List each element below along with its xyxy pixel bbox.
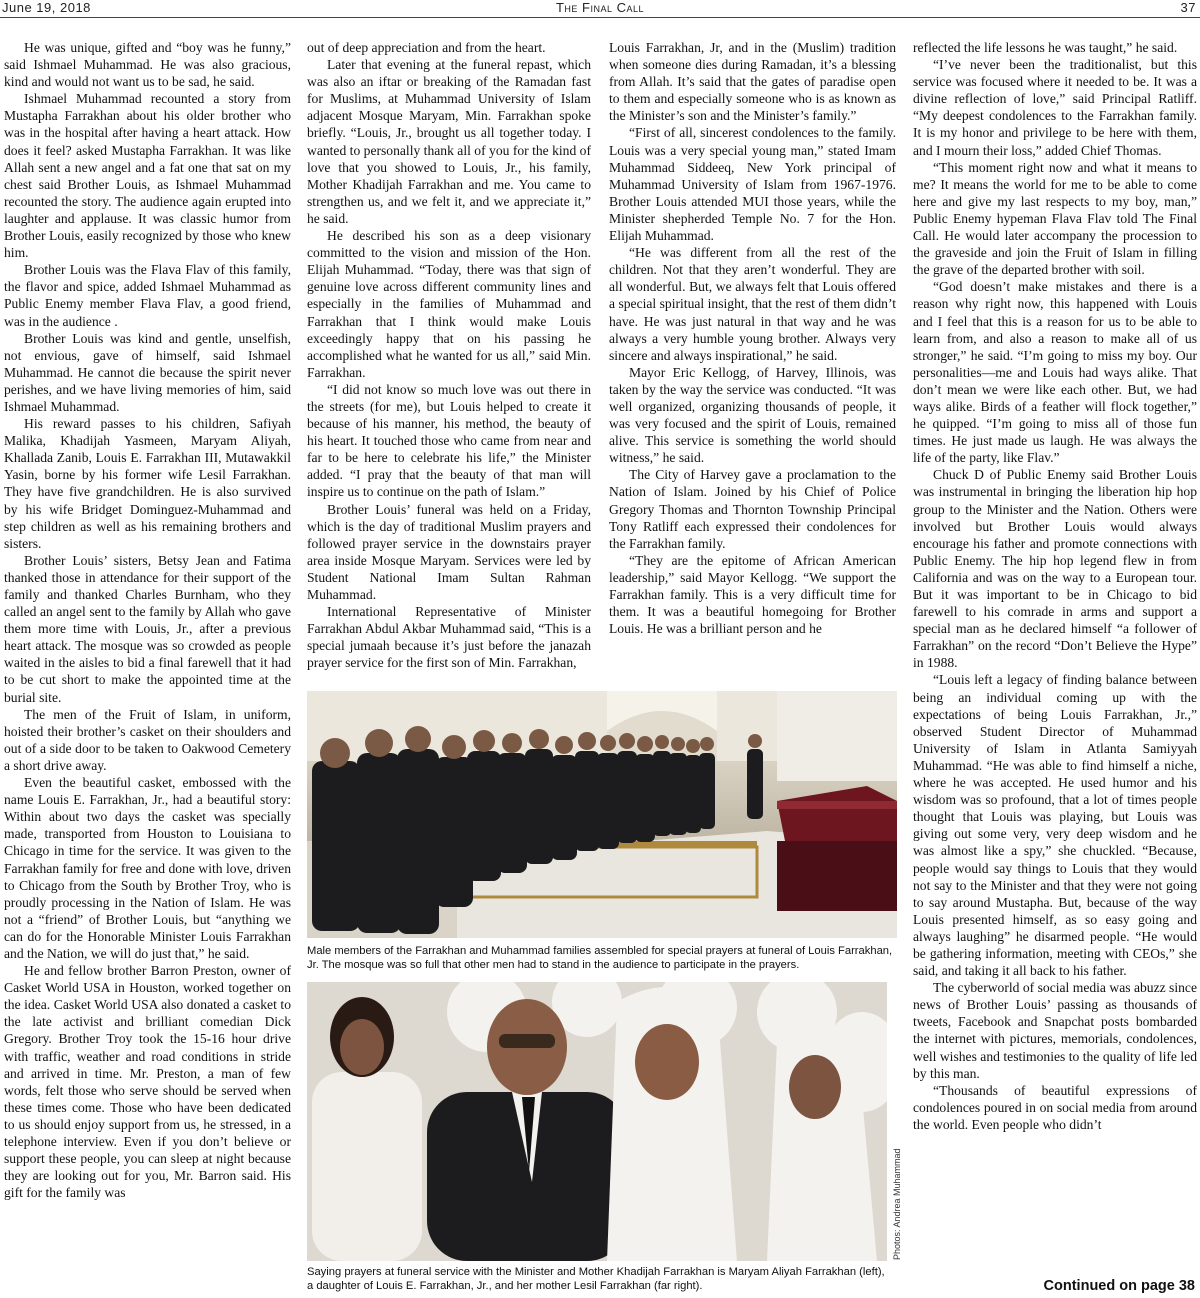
article-paragraph: “God doesn’t make mistakes and there is a reason why right now, this happened with Louis and I feel that this is a reason for us to be able to learn from, and also a reason to make all of us stronger,” he said. “I’m going to miss my boy. Our personalities—me and Louis had ways alike. That don’t mean we were like each other. But, we had ways alike. Birds of a feather will flock together,” he quipped. “I’m going to miss all of those fun times. He just made us laugh. He was always the life of the party, like Flav.”	[913, 279, 1197, 466]
article-paragraph: Ishmael Muhammad recounted a story from Mustapha Farrakhan about his older brother who was in the hospital after having a heart attack. How does it feel? asked Mustapha Farrakhan. It was like Allah sent a new angel and a fat one that sat on my chest said Brother Louis, as Ishmael Muhammad recounted the story. The audience again erupted into laughter and applause. It was classic humor from Brother Louis, easily recognized by those who knew him.	[4, 91, 291, 261]
page-header	[0, 0, 1200, 18]
photo-credit: Photos: Andrea Muhammad	[892, 1148, 902, 1260]
article-paragraph: He and fellow brother Barron Preston, owner of Casket World USA in Houston, worked together on the idea. Casket World USA also donated a casket to the late activist and brilliant comedian Dick Gregory. Brother Troy took the 15-16 hour drive with traffic, weather and road conditions in stride and arrived in time. Mr. Preston, a man of few words, felt those who serve should be served when these times come. Those who have been dedicated to us should enjoy support from us, he stressed, in a telephone interview. Even if you don’t believe or support these people, you can sleep at night because they are looking out for you, Mr. Barron said. His gift for the family was	[4, 963, 291, 1201]
article-paragraph: Louis Farrakhan, Jr, and in the (Muslim) tradition when someone dies during Ramadan, it’s a blessing from Allah. It’s said that the gates of paradise open to them and especially someone who is as known as the Minister’s son and the Minister’s family.”	[609, 40, 896, 124]
article-paragraph: He described his son as a deep visionary committed to the vision and mission of the Hon. Elijah Muhammad. “Today, there was that sign of genuine love across different community lines and especially in the families of Muhammad and Farrakhan that I think would make Louis exceedingly happy that on his passing he accomplished what he wanted for us all,” said Min. Farrakhan.	[307, 228, 591, 380]
article-paragraph: reflected the life lessons he was taught,” he said.	[913, 40, 1178, 55]
casket-shape	[777, 786, 897, 911]
family-prayer-photo	[307, 982, 887, 1261]
article-column-2	[307, 39, 591, 671]
article-paragraph: “He was different from all the rest of the children. Not that they aren’t wonderful. They are all wonderful. But, we always felt that Louis offered a special spiritual insight, that the rest of them didn’t have. He was just natural in that way and he was always a very humble young brother. Always very sincere and always inspirational,” he said.	[609, 245, 896, 363]
photo-2-caption: Saying prayers at funeral service with the Minister and Mother Khadijah Farrakhan is Maryam Aliyah Farrakhan (left), a daughter of Louis E. Farrakhan, Jr., and her mother Lesil Farrakhan (far right).	[307, 1266, 885, 1292]
article-paragraph: “First of all, sincerest condolences to the family. Louis was a very special young man,” stated Imam Muhammad Siddeeq, New York principal of Muhammad University of Islam from 1967-1976. Brother Louis attended MUI those years, while the Minister shepherded Temple No. 7 for the Hon. Elijah Muhammad.	[609, 125, 896, 244]
publication-name: The Final Call	[555, 0, 645, 15]
article-paragraph: “I’ve never been the traditionalist, but this service was focused where it needed to be. It was a divine reflection of love,” said Principal Ratliff. “My deepest condolences to the Farrakhan family. It is my honor and privilege to be here with them, and I mourn their loss,” added Chief Thomas.	[913, 57, 1197, 158]
article-paragraph: International Representative of Minister Farrakhan Abdul Akbar Muhammad said, “This is a special jumaah because it’s just before the janazah prayer service for the first son of Min. Farrakhan,	[307, 604, 591, 671]
prayer-line-illustration	[307, 691, 897, 938]
article-paragraph: Mayor Eric Kellogg, of Harvey, Illinois, was taken by the way the service was conducted. “It was well organized, organizing thousands of people, it was very focused and the spirit of Louis, remained alive. This service is something the world should witness,” he said.	[609, 364, 896, 466]
photo-1-caption: Male members of the Farrakhan and Muhammad families assembled for special prayers at funeral of Louis Farrakhan, Jr. The mosque was so full that other men had to stand in the audience to participate in the prayers.	[307, 945, 893, 971]
article-column-1	[4, 39, 291, 1201]
page-number: 37	[1180, 0, 1196, 15]
article-paragraph: “This moment right now and what it means to me? It means the world for me to be able to come here and give my last respects to my boy, man,” Public Enemy hypeman Flava Flav told The Final Call. He would later accompany the procession to the graveside and join the Fruit of Islam in filling the grave of the departed brother with soil.	[913, 159, 1197, 278]
article-column-4	[913, 39, 1197, 1133]
continued-notice: Continued on page 38	[1043, 1278, 1195, 1294]
article-paragraph: “Louis left a legacy of finding balance between being an individual coming up with the expectations of being Louis Farrakhan, Jr.,” observed Student Director of Muhammad University of Islam in Atlanta Samiyyah Muhammad. “He was able to find himself a niche, where he was accepted. He used humor and his wisdom was so profound, that a lot of times people thought that Louis was playing, but Louis was giving out some very, very deep wisdom and he was almost like a spy,” she chuckled. “Because, people would say things to Louis that they would not say to the Minister and that they were not going to say around Mustapha. But, because of the way Louis presented himself, as so easy going and always laughing” he disarmed people. “He would be gathering information, meeting with CEOs,” she said, and taking it all back to his father.	[913, 672, 1197, 979]
article-paragraph: The cyberworld of social media was abuzz since news of Brother Louis’ passing as thousands of tweets, Facebook and Snapchat posts bombarded the internet with pictures, memorials, condolences, well wishes and testimonies to the quality of life led by this man.	[913, 980, 1197, 1081]
article-paragraph: The City of Harvey gave a proclamation to the Nation of Islam. Joined by his Chief of Police Gregory Thomas and Thornton Township Principal Tony Ratliff each expressed their condolences for the Farrakhan family.	[609, 467, 896, 551]
issue-date: June 19, 2018	[2, 0, 91, 15]
article-paragraph: Brother Louis’ sisters, Betsy Jean and Fatima thanked those in attendance for their support of the family and thanked Charles Burnham, who they called an angel sent to the family by Allah who gave them more time with Louis, Jr., after a previous heart attack. The mosque was so crowded as people waited in the aisles to bid a final farewell that it had to be cut short to make the appointed time at the burial site.	[4, 552, 291, 705]
article-paragraph: Chuck D of Public Enemy said Brother Louis was instrumental in bringing the liberation hip hop group to the Minister and the Nation. Others were involved but Brother Louis would always encourage his father and promote connections with Public Enemy. The hip hop legend flew in from California and was on the way to a European tour. But it was important to be in Chicago to bid farewell to his comrade in arms and support a special man as he declared himself “a follower of Farrakhan” on the record “Don’t Believe the Hype” in 1988.	[913, 467, 1197, 671]
article-paragraph: Brother Louis’ funeral was held on a Friday, which is the day of traditional Muslim prayers and followed prayer service in the downstairs prayer area inside Mosque Maryam. Services were led by Student National Imam Sultan Rahman Muhammad.	[307, 501, 591, 602]
article-paragraph: The men of the Fruit of Islam, in uniform, hoisted their brother’s casket on their shoulders and out of a side door to be taken to Oakwood Cemetery a short drive away.	[4, 706, 291, 773]
article-paragraph: Brother Louis was kind and gentle, unselfish, not envious, gave of himself, said Ishmael Muhammad. He cannot die because the spirit never perishes, and we have living memories of him, said Ishmael Muhammad.	[4, 330, 291, 414]
article-paragraph: Even the beautiful casket, embossed with the name Louis E. Farrakhan, Jr., had a beautiful story: Within about two days the casket was specially made, transported from Houston to Louisiana to Chicago in time for the service. It was given to the Farrakhan family for free and done with love, driven to Chicago from the South by Brother Troy, who is proudly processing in the Nation of Islam. He was not a “friend” of Brother Louis, but “anything we can do for the Honorable Minister Louis Farrakhan and the Nation, we will do just that,” he said.	[4, 775, 291, 961]
article-paragraph: “I did not know so much love was out there in the streets (for me), but Louis helped to create it because of his manner, his method, the beauty of his heart. It touched those who came from near and far to be here to celebrate his life,” the Minister added. “I pray that the beauty of that man will inspire us to continue on the path of Islam.”	[307, 381, 591, 500]
family-prayer-illustration	[307, 982, 887, 1261]
article-paragraph: Later that evening at the funeral repast, which was also an iftar or breaking of the Ramadan fast for Muslims, at Muhammad University of Islam adjacent Mosque Maryam, Min. Farrakhan spoke briefly. “Louis, Jr., brought us all together today. I wanted to personally thank all of you for the kind of love that you showed to Louis, Jr., his family, Mother Khadijah Farrakhan and me. You came to strengthen us, and we felt it, and we appreciate it,” he said.	[307, 57, 591, 226]
article-paragraph: He was unique, gifted and “boy was he funny,” said Ishmael Muhammad. He was also gracious, kind and would not want us to be sad, he said.	[4, 40, 291, 90]
article-paragraph: Brother Louis was the Flava Flav of this family, the flavor and spice, added Ishmael Muhammad as Public Enemy member Flava Flav, a good friend, was in the audience .	[4, 262, 291, 329]
funeral-prayer-photo	[307, 691, 897, 938]
woman-white-veil-figure	[607, 987, 737, 1261]
article-paragraph: out of deep appreciation and from the heart.	[307, 40, 546, 55]
article-column-3	[609, 39, 896, 684]
article-paragraph: His reward passes to his children, Safiyah Malika, Khadijah Yasmeen, Maryam Aliyah, Khallada Zanib, Louis E. Farrakhan III, Mutawakkil Yasin, borne by his former wife Lesil Farrakhan. They have five grandchildren. He is also survived by his wife Bridget Dominguez-Muhammad and step children as well as his remaining brothers and sisters.	[4, 416, 291, 551]
article-paragraph: “Thousands of beautiful expressions of condolences poured in on social media from around the world. Even people who didn’t	[913, 1082, 1197, 1132]
article-paragraph: “They are the epitome of African American leadership,” said Mayor Kellogg. “We support the Farrakhan family. This is a very difficult time for them. It was a beautiful homegoing for Brother Louis. He was a brilliant person and he	[609, 552, 896, 637]
